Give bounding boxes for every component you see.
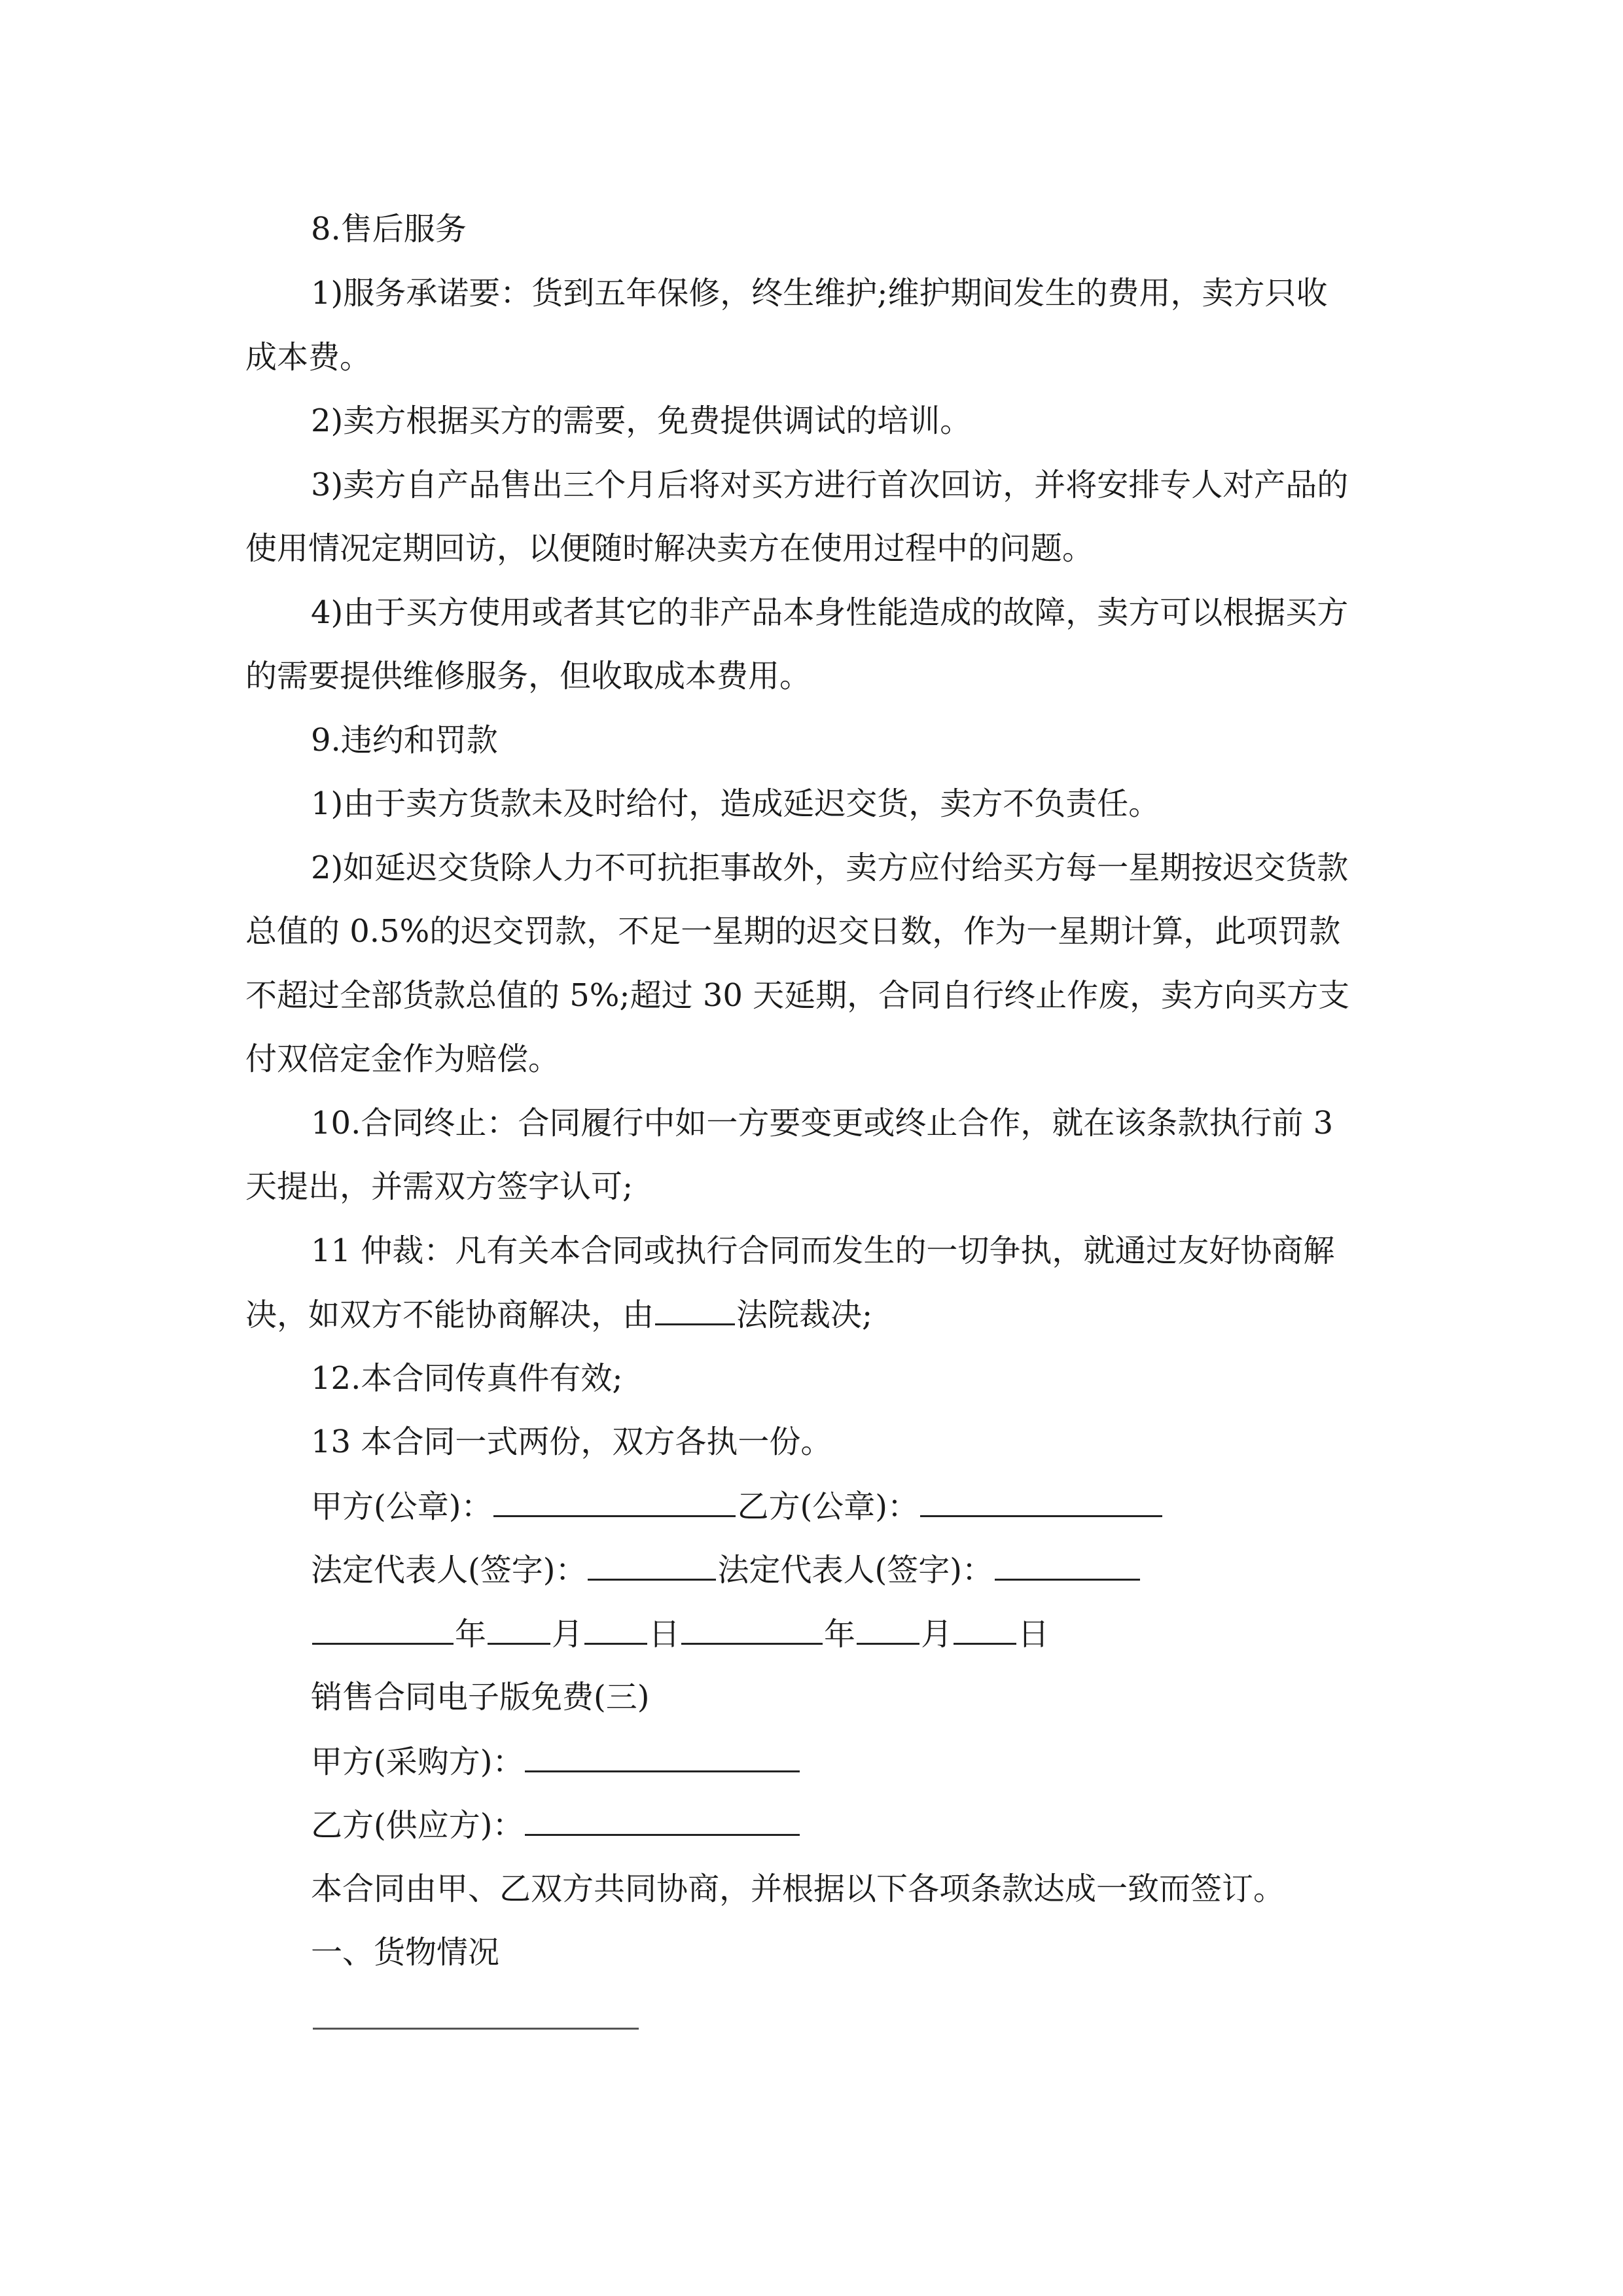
clause-10-line2: 天提出，并需双方签字认可; — [245, 1168, 633, 1205]
contract-intro: 本合同由甲、乙双方共同协商，并根据以下各项条款达成一致而签订。 — [311, 1871, 1285, 1907]
clause-9-1: 1)由于卖方货款未及时给付，造成延迟交货，卖方不负责任。 — [311, 785, 1160, 822]
clause-12: 12.本合同传真件有效; — [311, 1360, 623, 1397]
party-b-day-blank — [954, 1614, 1016, 1645]
party-a-day-blank — [584, 1614, 647, 1645]
party-b-month-blank — [857, 1614, 919, 1645]
clause-11-line1: 11 仲裁：凡有关本合同或执行合同而发生的一切争执，就通过友好协商解 — [311, 1232, 1335, 1269]
clause-8-title: 8.售后服务 — [311, 211, 467, 247]
clause-9-2-line4: 付双倍定金作为赔偿。 — [245, 1041, 560, 1077]
party-a-seal-blank — [493, 1486, 736, 1517]
clause-11-line2: 决，如双方不能协商解决，由 法院裁决; — [245, 1295, 872, 1334]
clause-9-title: 9.违约和罚款 — [311, 722, 498, 759]
party-a-year-blank — [312, 1614, 454, 1645]
representative-line: 法定代表人(签字)： 法定代表人(签字)： — [311, 1550, 1141, 1589]
date-line: 年 月 日 年 月 日 — [311, 1614, 1049, 1653]
clause-8-3-line1: 3)卖方自产品售出三个月后将对买方进行首次回访，并将安排专人对产品的 — [311, 467, 1349, 503]
clause-8-1-line2: 成本费。 — [245, 339, 372, 376]
buyer-blank — [525, 1742, 800, 1772]
party-a-representative-blank — [588, 1550, 716, 1581]
clause-9-2-line2: 总值的 0.5%的迟交罚款，不足一星期的迟交日数，作为一星期计算，此项罚款 — [245, 913, 1341, 950]
party-b-representative-blank — [995, 1550, 1140, 1581]
buyer-line: 甲方(采购方)： — [311, 1742, 801, 1781]
footer-divider — [313, 2028, 639, 2030]
clause-9-2-line3: 不超过全部货款总值的 5%;超过 30 天延期，合同自行终止作废，卖方向买方支 — [245, 977, 1350, 1014]
clause-13: 13 本合同一式两份，双方各执一份。 — [311, 1424, 832, 1460]
section-heading-3: 销售合同电子版免费(三) — [311, 1679, 650, 1715]
clause-10-line1: 10.合同终止：合同履行中如一方要变更或终止合作，就在该条款执行前 3 — [311, 1105, 1334, 1141]
seal-line: 甲方(公章)： 乙方(公章)： — [311, 1486, 1164, 1526]
party-a-month-blank — [488, 1614, 550, 1645]
party-b-seal-blank — [920, 1486, 1162, 1517]
clause-8-1-line1: 1)服务承诺要：货到五年保修，终生维护;维护期间发生的费用，卖方只收 — [311, 275, 1328, 312]
supplier-blank — [525, 1805, 800, 1836]
clause-8-3-line2: 使用情况定期回访，以便随时解决卖方在使用过程中的问题。 — [245, 530, 1094, 567]
clause-8-4-line2: 的需要提供维修服务，但收取成本费用。 — [245, 658, 812, 694]
clause-9-2-line1: 2)如延迟交货除人力不可抗拒事故外，卖方应付给买方每一星期按迟交货款 — [311, 850, 1349, 886]
clause-8-4-line1: 4)由于买方使用或者其它的非产品本身性能造成的故障，卖方可以根据买方 — [311, 594, 1349, 631]
clause-8-2: 2)卖方根据买方的需要，免费提供调试的培训。 — [311, 403, 972, 439]
supplier-line: 乙方(供应方)： — [311, 1805, 801, 1844]
goods-section-title: 一、货物情况 — [311, 1934, 500, 1971]
party-b-year-blank — [681, 1614, 823, 1645]
court-name-blank — [655, 1295, 735, 1325]
